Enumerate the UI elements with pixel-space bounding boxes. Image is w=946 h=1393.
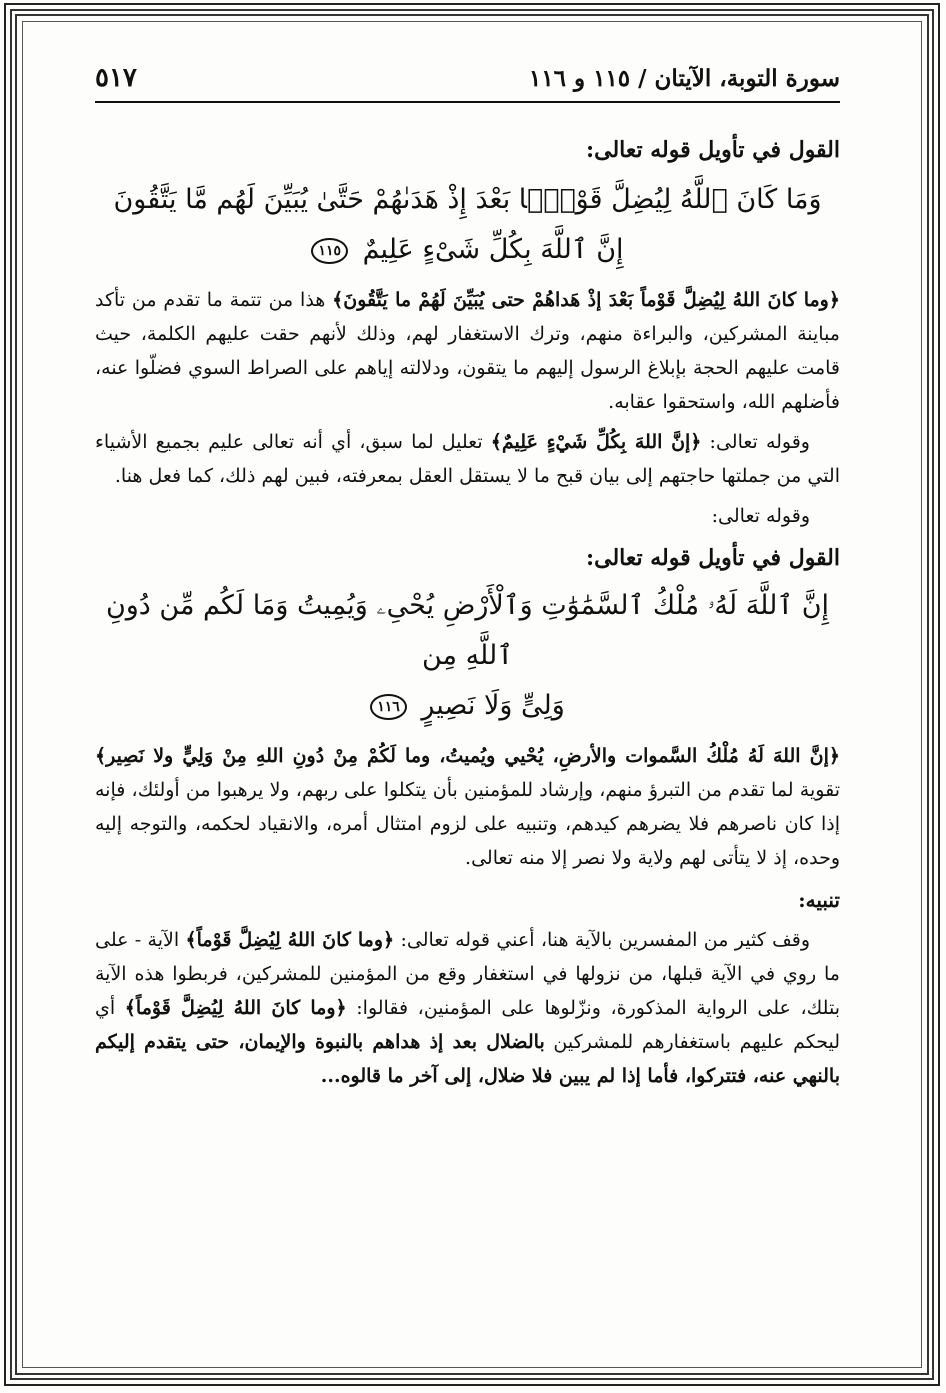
note-text: أي ليحكم عليهم باستغفارهم للمشركين [95, 997, 840, 1053]
quran-quote: ﴿وما كانَ اللهُ لِيُضِلَّ قَوْماً﴾ [124, 997, 347, 1019]
section1-heading: القول في تأويل قوله تعالى: [586, 137, 840, 163]
section2-verse-line1: إِنَّ ٱللَّهَ لَهُۥ مُلْكُ ٱلسَّمَٰوَٰتِ وَٱلْأَرْضِ يُحْىِۦ وَيُمِيتُ وَمَا لَكُم مِّن دُونِ ٱللَّهِ مِن [105, 590, 830, 671]
section1-paragraph-1 [95, 283, 840, 419]
note-paragraph [95, 923, 840, 1093]
section2-heading: القول في تأويل قوله تعالى: [586, 545, 840, 571]
commentary-text: تقوية لما تقدم من التبرؤ منهم، وإرشاد للمؤمنين بأن يتكلوا على ربهم، ولا يرهبوا من أولئك، فإنه إذا كان ناصرهم فلا يضرهم كيدهم، وتنبيه على لزوم امتثال أمره، والانقياد لحكمه، والتوجه إليه وحده، إذ لا يتأتى لهم ولاية ولا نصر إلا منه تعالى. [95, 779, 840, 869]
section1-verse-text: إِنَّ ٱللَّهَ بِكُلِّ شَىْءٍ عَلِيمٌ [362, 234, 624, 265]
commentary-text: هذا من تتمة ما تقدم من تأكد مباينة المشركين، والبراءة منهم، وترك الاستغفار لهم، وذلك لأنهم حقت عليهم الكلمة، حيث قامت عليهم الحجة بإبلاغ الرسول إليهم ما يتقون، ودلالته إياهم على الصراط السوي فضلّوا عنه، فأضلهم الله، واستحقوا عقابه. [95, 289, 840, 413]
section1-verse-line2 [95, 225, 840, 275]
commentary-lead: وقوله تعالى: [701, 431, 810, 453]
section1-paragraph-3: وقوله تعالى: [711, 505, 810, 527]
note-heading: تنبيه: [798, 888, 840, 912]
page-number: ٥١٧ [95, 63, 137, 93]
quran-quote: ﴿وما كانَ اللهُ لِيُضِلَّ قَوْماً﴾ [185, 929, 395, 951]
section2-verse-line2 [95, 681, 840, 731]
header-title: سورة التوبة، الآيتان / ١١٥ و ١١٦ [528, 64, 840, 92]
note-text: الآية - على ما روي في الآية قبلها، من نزولها في استغفار وقع من المؤمنين للمشركين، فربطوا هذه الآية بتلك، على الرواية المذكورة، ونزّلوها على المؤمنين، فقالوا: [95, 929, 840, 1019]
quran-quote: ﴿وما كانَ اللهُ لِيُضِلَّ قَوْماً بَعْدَ إذْ هَداهُمْ حتى يُبَيِّنَ لَهُمْ ما يَتَّقُونَ﴾ [332, 289, 840, 311]
running-header [95, 55, 840, 103]
quran-quote: ﴿إنَّ اللهَ لَهُ مُلْكُ السَّموات والأرضِ، يُحْيي ويُميتُ، وما لَكُمْ مِنْ دُونِ اللهِ مِنْ وَلِيٍّ ولا نَصِير﴾ [95, 745, 840, 767]
ayah-number-marker: ١١٥ [311, 238, 348, 264]
quran-quote: ﴿إنَّ اللهَ بِكُلِّ شَيْءٍ عَلِيمٌ﴾ [490, 431, 702, 453]
section2-verse-text: وَلِىٍّ وَلَا نَصِيرٍ [421, 690, 565, 721]
section1-paragraph-2 [95, 425, 840, 493]
section1-verse-line1: وَمَا كَانَ ٱللَّهُ لِيُضِلَّ قَوْمًۢا بَعْدَ إِذْ هَدَىٰهُمْ حَتَّىٰ يُبَيِّنَ لَهُم مَّا يَتَّقُونَ [113, 184, 822, 215]
commentary-text: تعليل لما سبق، أي أنه تعالى عليم بجميع الأشياء التي من جملتها حاجتهم إلى بيان قبح ما لا يستقل العقل بمعرفته، فبين لهم ذلك، كما فعل هنا. [95, 431, 840, 487]
page-content [95, 55, 840, 1335]
note-lead: وقف كثير من المفسرين بالآية هنا، أعني قوله تعالى: [394, 929, 811, 951]
note-bold-tail: بالضلال بعد إذ هداهم بالنبوة والإيمان، حتى يتقدم إليكم بالنهي عنه، فتتركوا، فأما إذا لم يبين فلا ضلال، إلى آخر ما قالوه... [95, 1031, 840, 1087]
section2-paragraph-1 [95, 739, 840, 875]
ayah-number-marker: ١١٦ [370, 694, 407, 720]
